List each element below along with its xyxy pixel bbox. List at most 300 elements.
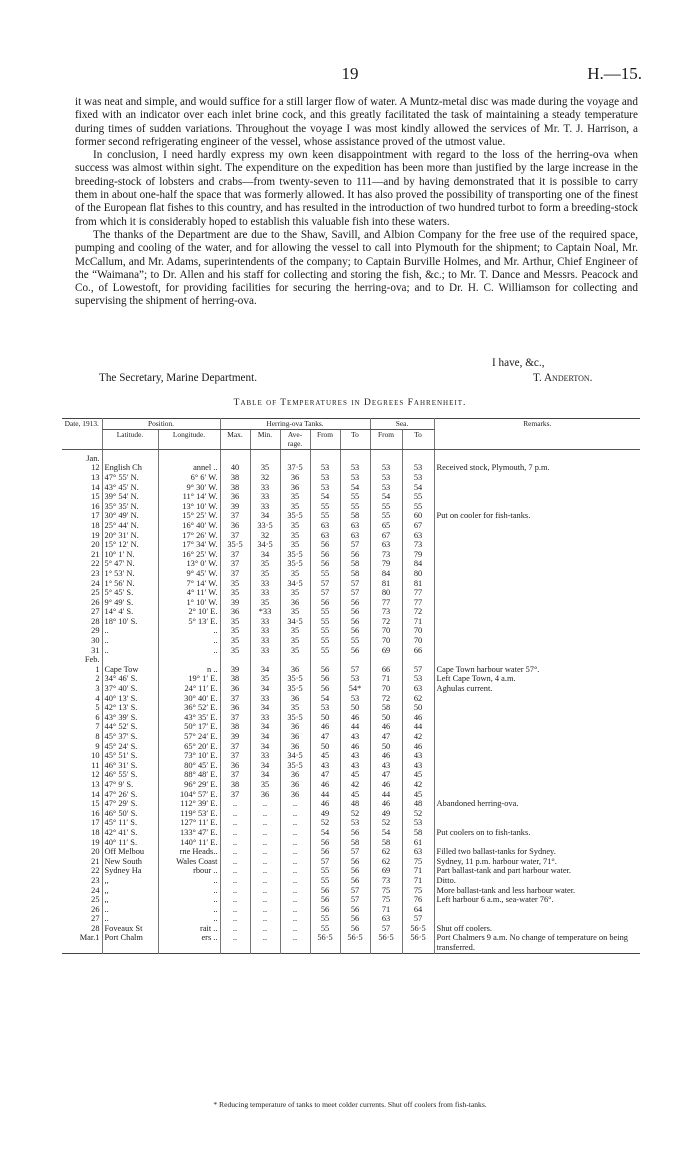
cell-rem: Left harbour 6 a.m., sea-water 76°. [434, 895, 640, 905]
cell-sfrom: 58 [370, 703, 402, 713]
cell-from: 43 [310, 761, 340, 771]
longitude-header: Longitude. [158, 429, 220, 449]
cell-to: 52 [340, 809, 370, 819]
cell-sto: 56·5 [402, 924, 434, 934]
cell-max: 39 [220, 665, 250, 675]
month-row [62, 655, 640, 665]
cell-min: 35 [250, 598, 280, 608]
cell-sfrom: 84 [370, 569, 402, 579]
cell-sto: 44 [402, 722, 434, 732]
cell-d: 23 [91, 568, 100, 578]
cell-ave: 35·5 [280, 713, 310, 723]
cell-lat: .. [102, 914, 158, 924]
empty-cell [220, 454, 250, 464]
cell-max: 37 [220, 751, 250, 761]
cell-min: 34 [250, 703, 280, 713]
cell-lon: ers .. [158, 933, 220, 953]
cell-lon: 140° 11′ E. [158, 838, 220, 848]
cell-sfrom: 73 [370, 876, 402, 886]
cell-min: 33 [250, 502, 280, 512]
cell-lon: 16° 25′ W. [158, 550, 220, 560]
cell-ave: .. [280, 818, 310, 828]
cell-sfrom: 63 [370, 540, 402, 550]
cell-d: 28 [91, 923, 100, 933]
cell-to: 53 [340, 473, 370, 483]
cell-lat: 45° 24′ S. [102, 742, 158, 752]
cell-min: 34 [250, 665, 280, 675]
cell-d: 11 [91, 760, 100, 770]
cell-to: 54 [340, 483, 370, 493]
table-row [62, 809, 640, 819]
cell-max: 37 [220, 713, 250, 723]
table-row [62, 473, 640, 483]
cell-sfrom: 57 [370, 924, 402, 934]
cell-from: 56 [310, 905, 340, 915]
cell-sfrom: 75 [370, 895, 402, 905]
empty-cell [250, 655, 280, 665]
cell-rem [434, 540, 640, 550]
cell-max: .. [220, 799, 250, 809]
cell-lon: 17° 34′ W. [158, 540, 220, 550]
cell-ave: 36 [280, 483, 310, 493]
table-row [62, 732, 640, 742]
cell-rem: Sydney, 11 p.m. harbour water, 71°. [434, 857, 640, 867]
cell-sfrom: 52 [370, 818, 402, 828]
cell-sto: 81 [402, 579, 434, 589]
cell-lat: 5° 45′ S. [102, 588, 158, 598]
table-row [62, 751, 640, 761]
cell-sfrom: 43 [370, 761, 402, 771]
cell-sfrom: 69 [370, 866, 402, 876]
cell-d: 18 [91, 827, 100, 837]
empty-cell [402, 454, 434, 464]
cell-lon: 50° 17′ E. [158, 722, 220, 732]
cell-sto: 55 [402, 492, 434, 502]
cell-from: 50 [310, 713, 340, 723]
page-number: 19 [341, 64, 359, 83]
cell-to: 50 [340, 703, 370, 713]
cell-max: 37 [220, 790, 250, 800]
cell-sto: 45 [402, 770, 434, 780]
cell-sto: 55 [402, 502, 434, 512]
cell-d: 21 [91, 856, 100, 866]
cell-to: 57 [340, 579, 370, 589]
cell-ave: 35·5 [280, 674, 310, 684]
cell-to: 46 [340, 742, 370, 752]
cell-min: .. [250, 847, 280, 857]
cell-max: 37 [220, 742, 250, 752]
cell-min: 34 [250, 770, 280, 780]
cell-to: 56 [340, 617, 370, 627]
cell-sfrom: 54 [370, 828, 402, 838]
cell-max: 37 [220, 569, 250, 579]
cell-to: 57 [340, 588, 370, 598]
cell-from: 56 [310, 886, 340, 896]
cell-rem: Abandoned herring-ova. [434, 799, 640, 809]
table-row [62, 569, 640, 579]
table-row [62, 905, 640, 915]
cell-from: 54 [310, 694, 340, 704]
paragraph: The thanks of the Department are due to the Shaw, Savill, and Albion Company for the free use of the required space, pumping and cooling of the water, and for allowing the vessel to call into Plymouth for the shipment; to Captain Noal, Mr. McCallum, and Mr. Adams, superintendents of the company; to Captain Burville Holmes, and Mr. Arthur, Chief Engineer of the “Waimana”; to Dr. Allen and his staff for collecting and storing the fish, &c.; to Mr. T. Dance and Messrs. Peacock and Co., of Lowestoft, for providing facilities for securing the herring-ova; and to Dr. H. C. Williamson for collecting and supervising the shipment of herring-ova. [75, 228, 638, 308]
cell-rem [434, 483, 640, 493]
cell-rem [434, 818, 640, 828]
cell-from: 55 [310, 866, 340, 876]
date-header: Date, 1913. [62, 419, 102, 450]
cell-lon: 80° 45′ E. [158, 761, 220, 771]
table-row [62, 607, 640, 617]
cell-min: .. [250, 905, 280, 915]
cell-sto: 45 [402, 790, 434, 800]
cell-d: 31 [91, 645, 100, 655]
cell-ave: .. [280, 905, 310, 915]
cell-from: 53 [310, 703, 340, 713]
cell-lon: 5° 13′ E. [158, 617, 220, 627]
cell-rem [434, 770, 640, 780]
cell-lat: 46° 31′ S. [102, 761, 158, 771]
cell-min: .. [250, 818, 280, 828]
cell-ave: 35 [280, 588, 310, 598]
cell-lat: .. [102, 626, 158, 636]
cell-from: 56 [310, 895, 340, 905]
cell-ave: 35 [280, 636, 310, 646]
cell-min: *33 [250, 607, 280, 617]
cell-rem: Part ballast-tank and part harbour water. [434, 866, 640, 876]
cell-lat: 45° 37′ S. [102, 732, 158, 742]
table-row [62, 914, 640, 924]
cell-max: 35 [220, 626, 250, 636]
cell-rem [434, 521, 640, 531]
cell-sto: 53 [402, 674, 434, 684]
latitude-header: Latitude. [102, 429, 158, 449]
cell-d: 17 [91, 818, 100, 828]
cell-lat: 40° 13′ S. [102, 694, 158, 704]
cell-sfrom: 71 [370, 674, 402, 684]
cell-sto: 73 [402, 540, 434, 550]
cell-lat: 46° 55′ S. [102, 770, 158, 780]
cell-sto: 61 [402, 838, 434, 848]
cell-ave: .. [280, 866, 310, 876]
cell-to: 43 [340, 751, 370, 761]
month-label: Feb. [84, 655, 100, 665]
cell-lat: Port Chalm [102, 933, 158, 953]
cell-sfrom: 67 [370, 531, 402, 541]
cell-min: 34 [250, 722, 280, 732]
cell-ave: 36 [280, 665, 310, 675]
cell-lat: 18° 10′ S. [102, 617, 158, 627]
cell-from: 53 [310, 463, 340, 473]
cell-lat: .. [102, 646, 158, 656]
cell-rem [434, 694, 640, 704]
cell-lat: Off Melbou [102, 847, 158, 857]
cell-sto: 63 [402, 531, 434, 541]
cell-lon: .. [158, 886, 220, 896]
cell-max: 36 [220, 521, 250, 531]
cell-d: 15 [91, 492, 100, 502]
cell-rem: Received stock, Plymouth, 7 p.m. [434, 463, 640, 473]
cell-lon: 96° 29′ E. [158, 780, 220, 790]
cell-sfrom: 70 [370, 626, 402, 636]
cell-sto: 75 [402, 857, 434, 867]
table-row [62, 847, 640, 857]
cell-max: 35 [220, 588, 250, 598]
empty-cell [102, 454, 158, 464]
cell-sfrom: 62 [370, 857, 402, 867]
cell-min: .. [250, 799, 280, 809]
cell-ave: 36 [280, 598, 310, 608]
cell-ave: 35·5 [280, 550, 310, 560]
cell-lon: n .. [158, 665, 220, 675]
table-row [62, 933, 640, 953]
cell-rem [434, 809, 640, 819]
table-row [62, 636, 640, 646]
cell-to: 53 [340, 818, 370, 828]
cell-d: 5 [95, 703, 100, 713]
cell-sto: 63 [402, 847, 434, 857]
cell-min: 33 [250, 713, 280, 723]
cell-from: 56 [310, 838, 340, 848]
cell-max: 39 [220, 598, 250, 608]
table-row [62, 463, 640, 473]
cell-rem [434, 636, 640, 646]
empty-cell [402, 655, 434, 665]
cell-max: 36 [220, 703, 250, 713]
cell-sfrom: 47 [370, 732, 402, 742]
cell-to: 58 [340, 511, 370, 521]
cell-lon: annel .. [158, 463, 220, 473]
cell-from: 55 [310, 607, 340, 617]
cell-max: 38 [220, 483, 250, 493]
cell-lat: 47° 26′ S. [102, 790, 158, 800]
cell-ave: 36 [280, 722, 310, 732]
cell-lat: 47° 29′ S. [102, 799, 158, 809]
cell-lon: .. [158, 905, 220, 915]
cell-ave: 35 [280, 646, 310, 656]
cell-lat: .. [102, 636, 158, 646]
cell-from: 57 [310, 857, 340, 867]
cell-min: .. [250, 895, 280, 905]
cell-rem [434, 790, 640, 800]
table-row [62, 617, 640, 627]
cell-lon: .. [158, 895, 220, 905]
cell-lat: Sydney Ha [102, 866, 158, 876]
cell-rem [434, 703, 640, 713]
cell-from: 56 [310, 847, 340, 857]
cell-from: 56·5 [310, 933, 340, 953]
cell-min: 33 [250, 492, 280, 502]
cell-max: .. [220, 895, 250, 905]
cell-lat: 44° 52′ S. [102, 722, 158, 732]
cell-to: 55 [340, 636, 370, 646]
cell-sfrom: 58 [370, 838, 402, 848]
table-row [62, 838, 640, 848]
cell-to: 63 [340, 531, 370, 541]
page-header [0, 64, 700, 88]
cell-from: 55 [310, 636, 340, 646]
cell-from: 46 [310, 780, 340, 790]
cell-sfrom: 44 [370, 790, 402, 800]
cell-ave: .. [280, 924, 310, 934]
cell-from: 55 [310, 924, 340, 934]
cell-lat: ,, [102, 895, 158, 905]
cell-to: 56 [340, 550, 370, 560]
cell-to: 53 [340, 694, 370, 704]
cell-lat: 43° 45′ N. [102, 483, 158, 493]
cell-lat: 30° 49′ N. [102, 511, 158, 521]
cell-max: .. [220, 847, 250, 857]
cell-lon: 2° 10′ E. [158, 607, 220, 617]
cell-sto: 54 [402, 483, 434, 493]
cell-lon: .. [158, 636, 220, 646]
cell-from: 53 [310, 473, 340, 483]
cell-d: 13 [91, 779, 100, 789]
addressee: The Secretary, Marine Department. [99, 372, 258, 384]
cell-rem [434, 588, 640, 598]
cell-to: 56 [340, 876, 370, 886]
empty-cell [158, 655, 220, 665]
cell-sto: 53 [402, 473, 434, 483]
cell-to: 58 [340, 569, 370, 579]
cell-from: 55 [310, 876, 340, 886]
cell-sfrom: 70 [370, 684, 402, 694]
cell-to: 57 [340, 665, 370, 675]
cell-ave: .. [280, 876, 310, 886]
cell-sfrom: 79 [370, 559, 402, 569]
cell-lat: .. [102, 905, 158, 915]
cell-max: 35 [220, 646, 250, 656]
cell-rem: More ballast-tank and less harbour water. [434, 886, 640, 896]
cell-sto: 53 [402, 818, 434, 828]
cell-d: 10 [91, 751, 100, 761]
min-header: Min. [250, 429, 280, 449]
cell-sfrom: 46 [370, 799, 402, 809]
cell-rem [434, 559, 640, 569]
sea-from-header: From [370, 429, 402, 449]
cell-sto: 77 [402, 598, 434, 608]
cell-ave: 35 [280, 492, 310, 502]
cell-max: 37 [220, 550, 250, 560]
cell-d: 8 [95, 732, 100, 741]
cell-from: 47 [310, 732, 340, 742]
month-row [62, 454, 640, 464]
empty-cell [340, 454, 370, 464]
table-row [62, 483, 640, 493]
cell-rem [434, 626, 640, 636]
cell-max: 39 [220, 502, 250, 512]
cell-sto: 67 [402, 521, 434, 531]
table-row [62, 886, 640, 896]
cell-d: 18 [91, 520, 100, 530]
table-row [62, 799, 640, 809]
cell-ave: .. [280, 828, 310, 838]
cell-sto: 63 [402, 684, 434, 694]
cell-lon: .. [158, 876, 220, 886]
cell-sto: 71 [402, 876, 434, 886]
cell-ave: 36 [280, 780, 310, 790]
position-header: Position. [102, 419, 220, 430]
table-row [62, 684, 640, 694]
document-reference: H.—15. [587, 64, 642, 83]
cell-max: .. [220, 828, 250, 838]
empty-cell [158, 454, 220, 464]
cell-min: 34 [250, 684, 280, 694]
cell-min: .. [250, 838, 280, 848]
cell-rem [434, 713, 640, 723]
cell-from: 56 [310, 559, 340, 569]
cell-lat: 20° 31′ N. [102, 531, 158, 541]
cell-sto: 84 [402, 559, 434, 569]
cell-lat: 45° 11′ S. [102, 818, 158, 828]
cell-to: 56 [340, 646, 370, 656]
cell-ave: .. [280, 809, 310, 819]
cell-sfrom: 70 [370, 636, 402, 646]
cell-ave: 35·5 [280, 761, 310, 771]
cell-from: 47 [310, 770, 340, 780]
cell-from: 44 [310, 790, 340, 800]
cell-max: 37 [220, 531, 250, 541]
cell-from: 55 [310, 502, 340, 512]
cell-to: 48 [340, 799, 370, 809]
cell-min: 34 [250, 761, 280, 771]
cell-max: .. [220, 914, 250, 924]
cell-sto: 46 [402, 742, 434, 752]
table-row [62, 780, 640, 790]
cell-lon: rne Heads.. [158, 847, 220, 857]
cell-sfrom: 80 [370, 588, 402, 598]
cell-min: 32 [250, 531, 280, 541]
cell-lon: 24° 11′ E. [158, 684, 220, 694]
cell-sfrom: 46 [370, 780, 402, 790]
cell-to: 56 [340, 866, 370, 876]
cell-rem [434, 617, 640, 627]
cell-d: 27 [91, 914, 100, 924]
table-row [62, 492, 640, 502]
cell-d: 25 [91, 895, 100, 905]
cell-d: 16 [91, 501, 100, 511]
cell-to: 43 [340, 732, 370, 742]
cell-rem [434, 761, 640, 771]
cell-lat: 5° 47′ N. [102, 559, 158, 569]
cell-min: .. [250, 933, 280, 953]
table-row [62, 550, 640, 560]
cell-d: 7 [95, 722, 100, 732]
cell-d: 24 [91, 578, 100, 588]
cell-to: 58 [340, 559, 370, 569]
cell-to: 55 [340, 492, 370, 502]
cell-lat: English Ch [102, 463, 158, 473]
cell-d: 28 [91, 616, 100, 626]
cell-lon: 112° 39′ E. [158, 799, 220, 809]
cell-from: 56 [310, 665, 340, 675]
table-title: Table of Temperatures in Degrees Fahrenheit. [233, 398, 467, 408]
table-row [62, 722, 640, 732]
cell-min: 33 [250, 588, 280, 598]
cell-lon: 13° 10′ W. [158, 502, 220, 512]
cell-sto: 79 [402, 550, 434, 560]
cell-sfrom: 81 [370, 579, 402, 589]
cell-lat: 1° 53′ N. [102, 569, 158, 579]
cell-to: 58 [340, 838, 370, 848]
cell-ave: 36 [280, 790, 310, 800]
tank-from-header: From [310, 429, 340, 449]
cell-max: .. [220, 818, 250, 828]
table-row [62, 790, 640, 800]
cell-lon: 7° 14′ W. [158, 579, 220, 589]
cell-from: 55 [310, 511, 340, 521]
cell-sfrom: 72 [370, 694, 402, 704]
cell-max: 38 [220, 722, 250, 732]
cell-max: .. [220, 809, 250, 819]
empty-cell [220, 655, 250, 665]
